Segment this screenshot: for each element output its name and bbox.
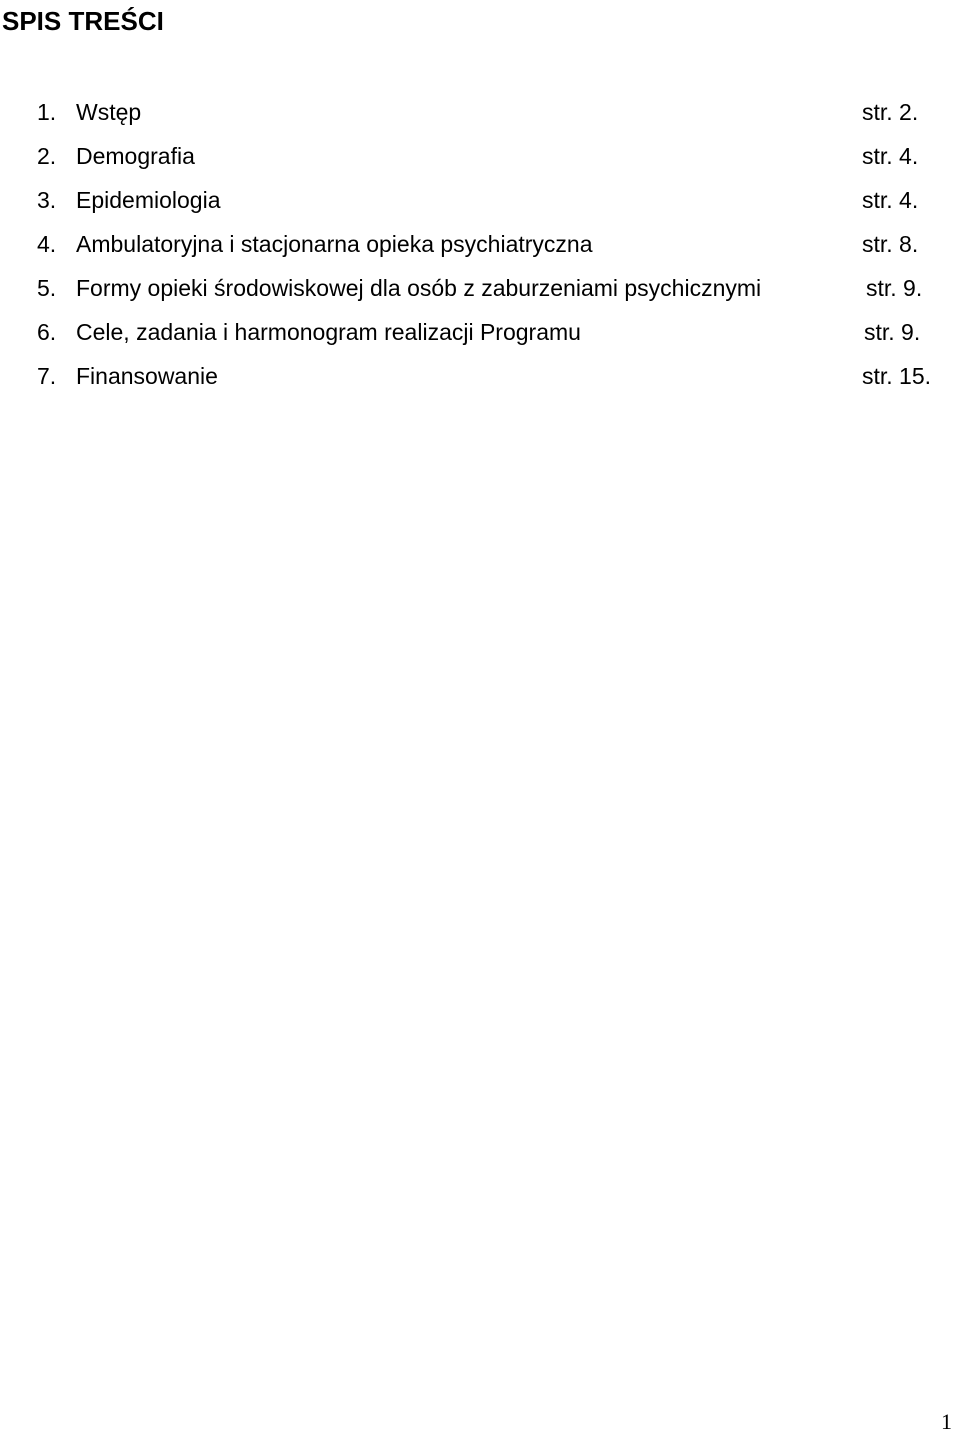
page-number: 1 [941,1409,952,1434]
table-of-contents [0,92,960,400]
toc-item-page: str. 9. [866,275,923,301]
toc-item-number: 7. [37,363,57,389]
toc-item [0,356,960,400]
toc-item-title: Ambulatoryjna i stacjonarna opieka psychiatryczna [76,231,593,257]
toc-item-title: Wstęp [76,99,142,125]
toc-item-number: 3. [37,187,57,213]
toc-item [0,312,960,356]
toc-item [0,268,960,312]
toc-item-page: str. 9. [864,319,921,345]
toc-item-title: Finansowanie [76,363,218,389]
toc-item-page: str. 2. [862,99,919,125]
toc-item-number: 6. [37,319,57,345]
toc-item-page: str. 4. [862,143,919,169]
toc-item-title: Epidemiologia [76,187,221,213]
page-title: SPIS TREŚCI [2,6,164,36]
toc-item-number: 2. [37,143,57,169]
toc-item-page: str. 15. [862,363,932,389]
toc-item-page: str. 8. [862,231,919,257]
toc-item-number: 5. [37,275,57,301]
toc-item [0,136,960,180]
toc-item-title: Cele, zadania i harmonogram realizacji Programu [76,319,581,345]
toc-item-number: 4. [37,231,57,257]
toc-item-title: Demografia [76,143,195,169]
toc-item-title: Formy opieki środowiskowej dla osób z zaburzeniami psychicznymi [76,275,762,301]
toc-item [0,180,960,224]
toc-item [0,92,960,136]
toc-item-number: 1. [37,99,57,125]
toc-item [0,224,960,268]
toc-item-page: str. 4. [862,187,919,213]
